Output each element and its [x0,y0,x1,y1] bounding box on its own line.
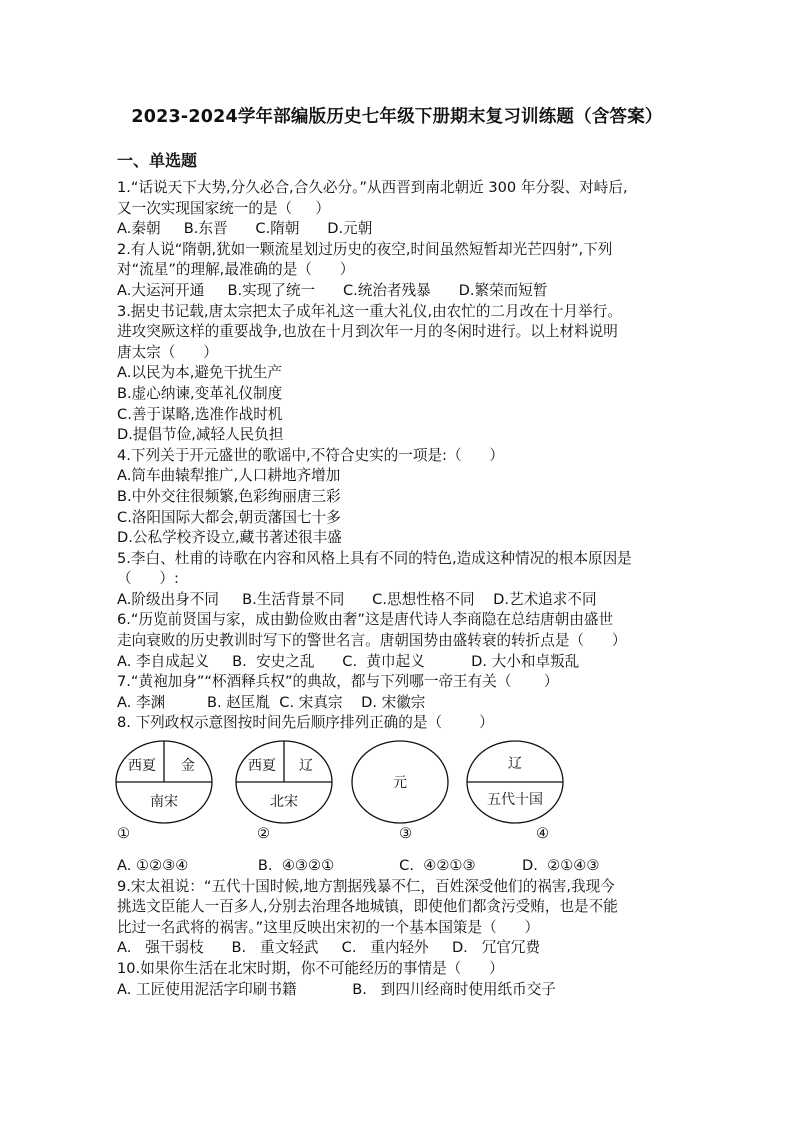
text-line: B.虚心纳谏,变革礼仪制度 [117,384,283,402]
diagram-1-label-west: 西夏 [128,758,156,775]
text-line: 9.宋太祖说：“五代十国时候,地方割据残暴不仁，百姓深受他们的祸害,我现今 [117,877,615,895]
text-line: 进攻突厥这样的重要战争,也放在十月到次年一月的冬闲时进行。以上材料说明 [117,323,618,341]
text-line: C.洛阳国际大都会,朝贡藩国七十多 [117,508,341,526]
diagram-4-number: ④ [536,825,550,843]
text-line: 对“流星”的理解,最准确的是（ ） [117,261,355,279]
text-line: B.中外交往很频繁,色彩绚丽唐三彩 [117,487,341,505]
text-line: 3.据史书记载,唐太宗把太子成年礼这一重大礼仪,由农忙的二月改在十月举行。 [117,302,622,320]
diagram-3-label: 元 [393,775,407,792]
diagram-3-number: ③ [399,825,413,843]
page-title: 2023-2024学年部编版历史七年级下册期末复习训练题（含答案） [131,107,663,127]
text-line: 10.如果你生活在北宋时期，你不可能经历的事情是（ ） [117,960,504,977]
text-line: A.筒车曲辕犁推广,人口耕地齐增加 [117,467,341,485]
text-line: 4.下列关于开元盛世的歌谣中,不符合史实的一项是:（ ） [117,446,504,464]
text-line: A. 强干弱枝 B. 重文轻武 C. 重内轻外 D. 冗官冗费 [117,939,541,957]
diagram-1-number: ① [117,825,131,843]
text-line: 又一次实现国家统一的是（ ） [117,199,330,217]
text-line: A.大运河开通 B.实现了统一 C.统治者残暴 D.繁荣而短暂 [117,281,548,299]
text-line: A.以民为本,避免干扰生产 [117,364,282,382]
text-line: D.公私学校齐设立,藏书著述很丰盛 [117,529,342,547]
text-line: 1.“话说天下大势,分久必合,合久必分。”从西晋到南北朝近 300 年分裂、对峙后, [117,179,628,196]
text-line: （ ）: [117,570,179,588]
diagram-2-label-east: 辽 [299,758,313,775]
text-line: 8. 下列政权示意图按时间先后顺序排列正确的是（ ） [117,714,494,732]
text-line: 2.有人说“隋朝,犹如一颗流星划过历史的夜空,时间虽然短暂却光芒四射”,下列 [117,240,613,258]
text-line: 7.“黄袍加身”“杯酒释兵权”的典故，都与下列哪一帝王有关（ ） [117,673,559,691]
text-line: A. ①②③④ B. ④③②① C. ④②①③ D. ②①④③ [117,857,600,875]
regime-diagrams [117,738,683,856]
diagram-2-number: ② [257,825,271,843]
diagram-2-label-west: 西夏 [248,758,276,775]
text-line: 比过一名武将的祸害。”这里反映出宋初的一个基本国策是（ ） [117,918,540,936]
diagram-1-label-east: 金 [181,758,195,775]
text-line: A.阶级出身不同 B.生活背景不同 C.思想性格不同 D.艺术追求不同 [117,590,597,608]
text-line: C.善于谋略,选准作战时机 [117,405,283,423]
text-line: D.提倡节俭,减轻人民负担 [117,426,284,444]
diagram-4-label-top: 辽 [508,756,522,773]
text-line: A.秦朝 B.东晋 C.隋朝 D.元朝 [117,220,373,238]
diagram-1-label-south: 南宋 [150,794,178,811]
question-body [117,178,683,1000]
section-heading: 一、单选题 [117,151,198,170]
text-line: 走向衰败的历史教训时写下的警世名言。唐朝国势由盛转衰的转折点是（ ） [117,632,627,650]
text-line: 唐太宗（ ） [117,343,218,361]
text-line: 5.李白、杜甫的诗歌在内容和风格上具有不同的特色,造成这种情况的根本原因是 [117,549,632,567]
text-line: A. 李自成起义 B. 安史之乱 C. 黄巾起义 D. 大小和卓叛乱 [117,652,580,670]
text-line: 6.“历览前贤国与家，成由勤俭败由奢”这是唐代诗人李商隐在总结唐朝由盛世 [117,611,614,629]
diagram-2-label-south: 北宋 [270,794,298,811]
text-line: A. 工匠使用泥活字印刷书籍 B. 到四川经商时使用纸币交子 [117,980,556,998]
diagram-4-label-bottom: 五代十国 [487,792,543,809]
text-line: A. 李渊 B. 赵匡胤 C. 宋真宗 D. 宋徽宗 [117,693,426,711]
text-line: 挑选文臣能人一百多人,分别去治理各地城镇，即使他们都贪污受贿，也是不能 [117,898,618,916]
